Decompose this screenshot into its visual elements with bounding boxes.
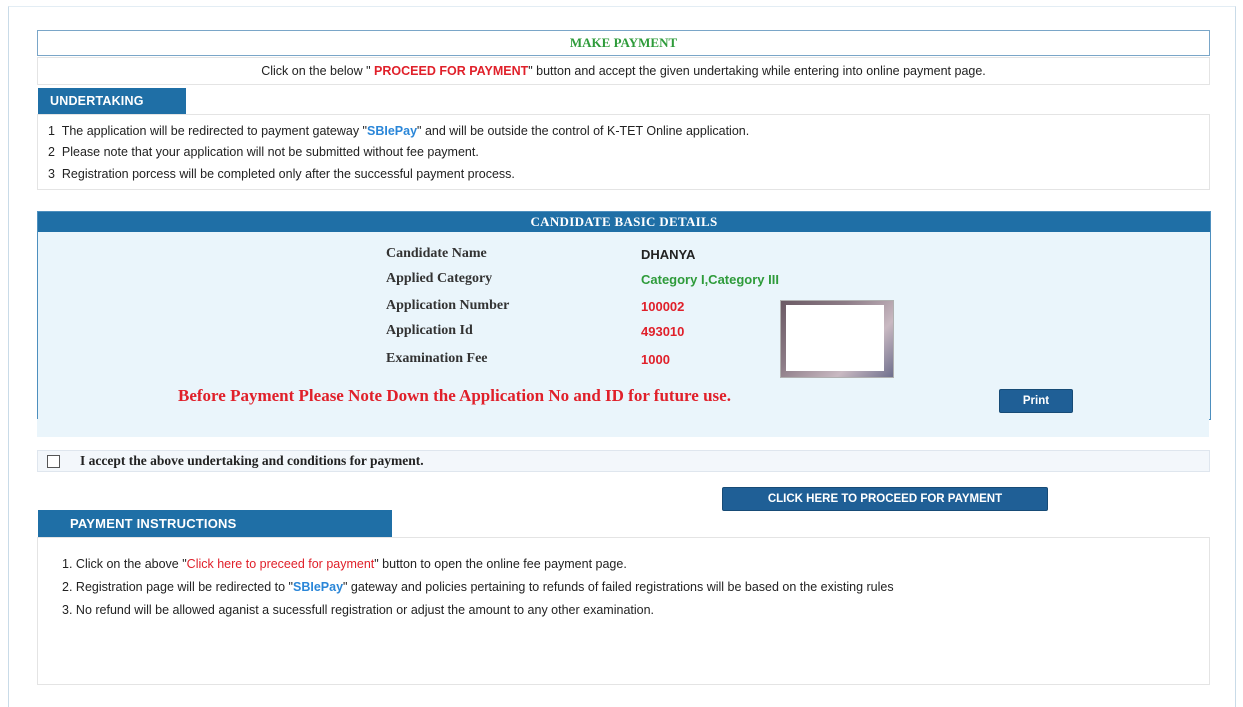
item-text: " gateway and policies pertaining to refunds of failed registrations will be based on the existing rules xyxy=(343,580,894,594)
undertaking-item xyxy=(48,124,749,138)
accept-row xyxy=(37,450,1210,472)
candidate-details-panel xyxy=(37,211,1211,420)
item-number: 3 xyxy=(48,167,55,181)
candidate-name-value: DHANYA xyxy=(641,247,696,262)
undertaking-list xyxy=(37,114,1210,190)
photo-redaction xyxy=(786,305,884,371)
payment-instructions-heading: PAYMENT INSTRUCTIONS xyxy=(38,510,392,537)
application-id-value: 493010 xyxy=(641,324,685,339)
applied-category-label: Applied Category xyxy=(386,271,493,286)
examination-fee-value: 1000 xyxy=(641,352,670,367)
application-number-label: Application Number xyxy=(386,298,510,313)
candidate-panel-footer xyxy=(37,419,1209,437)
item-number: 1. xyxy=(62,557,73,571)
make-payment-title: MAKE PAYMENT xyxy=(37,30,1210,56)
undertaking-item xyxy=(48,167,515,181)
item-text: Registration porcess will be completed only after the successful payment process. xyxy=(61,167,515,181)
candidate-photo xyxy=(780,300,894,378)
applied-category-value: Category I,Category III xyxy=(641,272,779,287)
print-button[interactable]: Print xyxy=(999,389,1073,413)
undertaking-item xyxy=(48,145,479,159)
application-id-label: Application Id xyxy=(386,323,473,338)
note-highlight: PROCEED FOR PAYMENT xyxy=(374,64,529,78)
item-text: The application will be redirected to payment gateway " xyxy=(61,124,367,138)
undertaking-heading: UNDERTAKING xyxy=(38,88,186,114)
candidate-details-heading: CANDIDATE BASIC DETAILS xyxy=(38,212,1210,232)
item-number: 3. xyxy=(62,603,73,617)
application-note: Before Payment Please Note Down the Application No and ID for future use. xyxy=(178,386,731,405)
instruction-item xyxy=(62,580,894,594)
item-text: No refund will be allowed aganist a sucessfull registration or adjust the amount to any other examination. xyxy=(75,603,655,617)
accept-label[interactable]: I accept the above undertaking and conditions for payment. xyxy=(80,453,424,468)
make-payment-note xyxy=(37,57,1210,85)
instruction-item xyxy=(62,557,627,571)
item-text: Please note that your application will not be submitted without fee payment. xyxy=(61,145,479,159)
sbiepay-highlight: SBIePay xyxy=(292,580,344,594)
note-text-pre: Click on the below " xyxy=(261,64,375,78)
examination-fee-label: Examination Fee xyxy=(386,351,488,366)
item-text: Click on the above " xyxy=(75,557,187,571)
accept-checkbox[interactable] xyxy=(47,455,60,468)
note-text-post: " button and accept the given undertaking while entering into online payment page. xyxy=(528,64,986,78)
item-number: 2. xyxy=(62,580,73,594)
proceed-link-text: Click here to preceed for payment xyxy=(186,557,375,571)
item-text: " and will be outside the control of K-TET Online application. xyxy=(417,124,750,138)
payment-instructions-list xyxy=(37,537,1210,685)
sbiepay-highlight: SBIePay xyxy=(367,124,418,138)
application-number-value: 100002 xyxy=(641,299,685,314)
candidate-name-label: Candidate Name xyxy=(386,246,487,261)
item-number: 2 xyxy=(48,145,55,159)
item-text: " button to open the online fee payment page. xyxy=(374,557,627,571)
item-number: 1 xyxy=(48,124,55,138)
proceed-payment-button[interactable]: CLICK HERE TO PROCEED FOR PAYMENT xyxy=(722,487,1048,511)
item-text: Registration page will be redirected to " xyxy=(75,580,293,594)
instruction-item xyxy=(62,603,654,617)
